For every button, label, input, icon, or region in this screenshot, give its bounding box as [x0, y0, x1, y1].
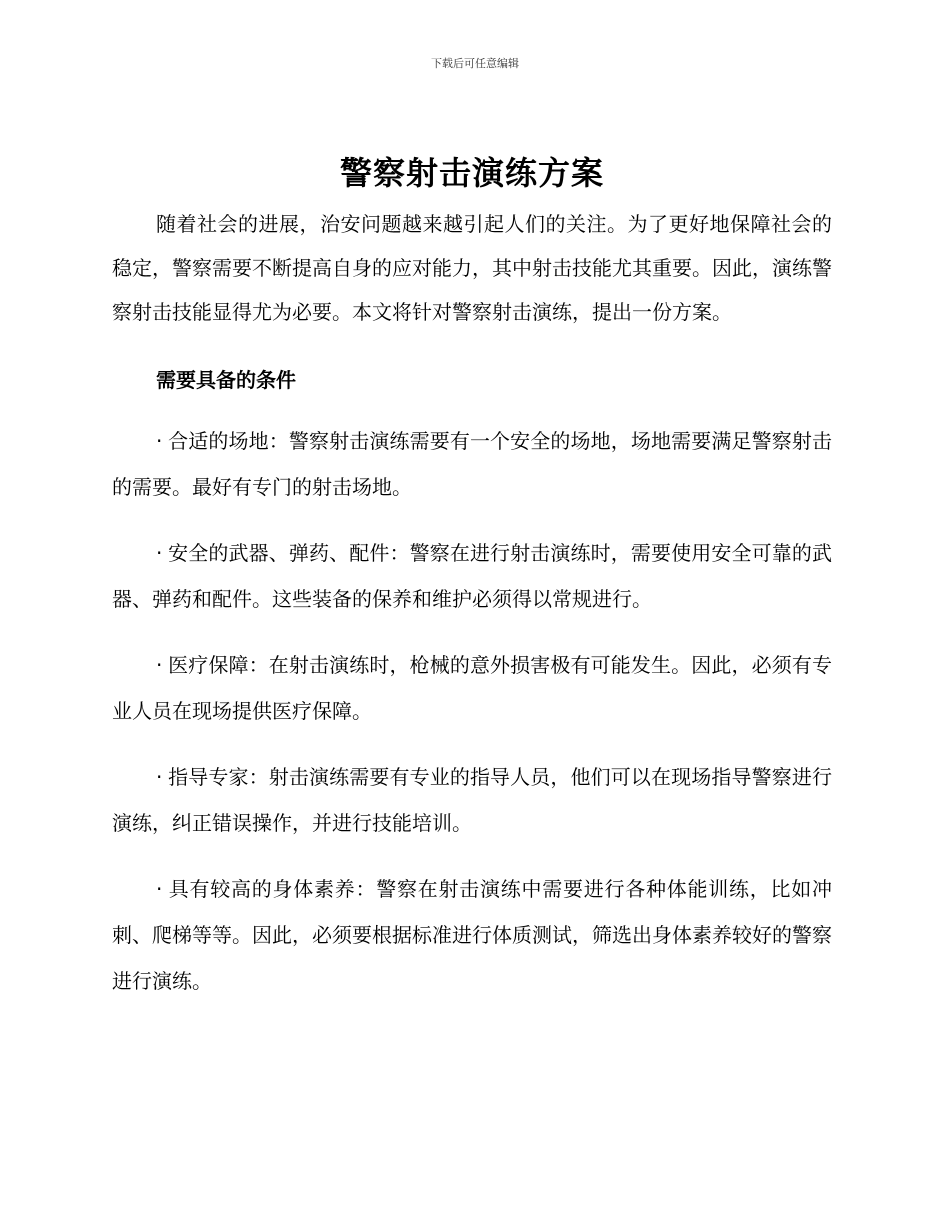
intro-paragraph: 随着社会的进展，治安问题越来越引起人们的关注。为了更好地保障社会的稳定，警察需要不断提高自身的应对能力，其中射击技能尤其重要。因此，演练警察射击技能显得尤为必要。本文将针对警察射击演练，提出一份方案。 [112, 212, 832, 324]
condition-item [112, 418, 832, 510]
condition-text: 指导专家：射击演练需要有专业的指导人员，他们可以在现场指导警察进行演练，纠正错误操作，并进行技能培训。 [112, 765, 832, 835]
condition-item [112, 642, 832, 734]
bullet-icon: · [156, 429, 163, 453]
bullet-icon: · [156, 765, 163, 789]
bullet-icon: · [156, 541, 163, 565]
document-body [112, 150, 832, 1004]
bullet-icon: · [156, 877, 163, 901]
bullet-icon: · [156, 653, 163, 677]
document-title: 警察射击演练方案 [339, 154, 604, 192]
condition-item [112, 866, 832, 1004]
header-note: 下载后可任意编辑 [431, 57, 519, 70]
condition-text: 合适的场地：警察射击演练需要有一个安全的场地，场地需要满足警察射击的需要。最好有专门的射击场地。 [112, 429, 832, 499]
condition-text: 安全的武器、弹药、配件：警察在进行射击演练时，需要使用安全可靠的武器、弹药和配件。这些装备的保养和维护必须得以常规进行。 [112, 541, 832, 611]
condition-item [112, 530, 832, 622]
condition-text: 医疗保障：在射击演练时，枪械的意外损害极有可能发生。因此，必须有专业人员在现场提供医疗保障。 [112, 653, 832, 723]
condition-item [112, 754, 832, 846]
condition-text: 具有较高的身体素养：警察在射击演练中需要进行各种体能训练，比如冲刺、爬梯等等。因此，必须要根据标准进行体质测试，筛选出身体素养较好的警察进行演练。 [112, 877, 832, 993]
section-heading: 需要具备的条件 [156, 368, 296, 392]
